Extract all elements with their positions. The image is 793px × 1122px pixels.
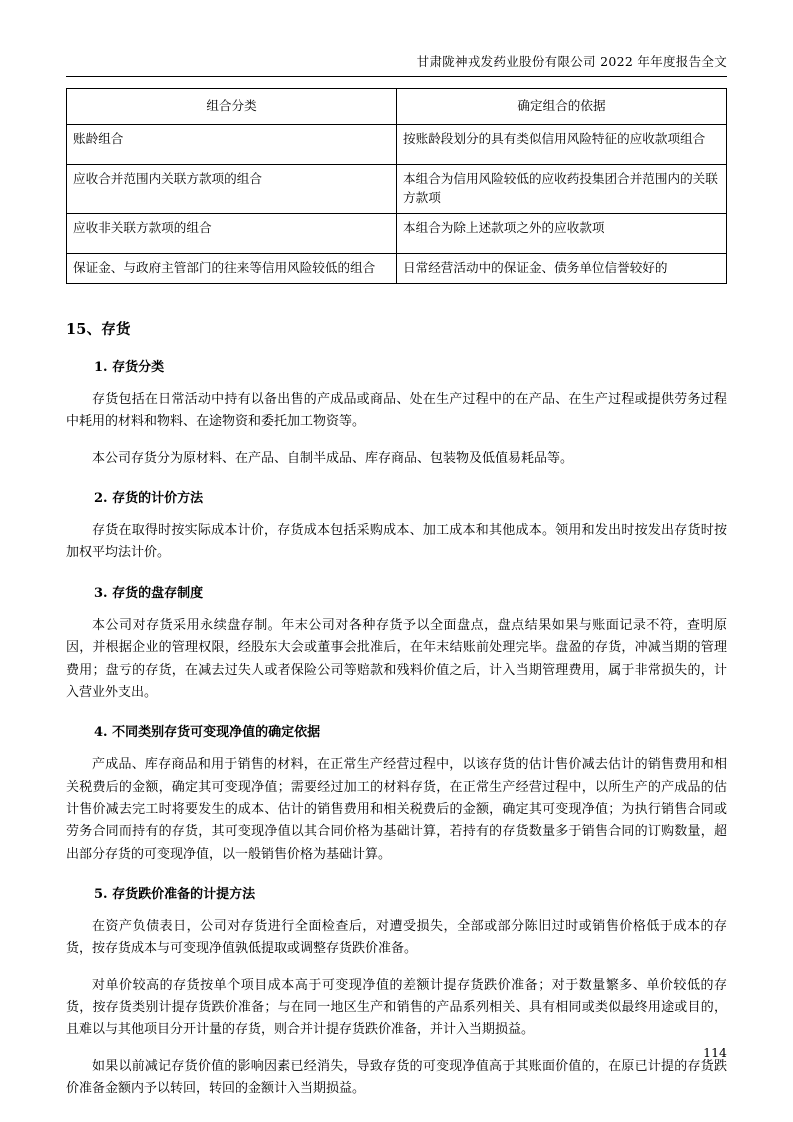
subsection-heading-5: 5. 存货跌价准备的计提方法 — [94, 887, 256, 903]
receivables-portfolio-table — [66, 88, 727, 284]
cell-basis: 按账龄段划分的具有类似信用风险特征的应收款项组合 — [397, 125, 727, 165]
paragraph: 在资产负债表日，公司对存货进行全面检查后，对遭受损失，全部或部分陈旧过时或销售价格低于成本的存货，按存货成本与可变现净值孰低提取或调整存货跌价准备。 — [66, 919, 727, 957]
cell-basis: 本组合为除上述款项之外的应收款项 — [397, 213, 727, 253]
cell-category: 应收合并范围内关联方款项的组合 — [67, 165, 397, 214]
paragraph: 本公司对存货采用永续盘存制。年末公司对各种存货予以全面盘点，盘点结果如果与账面记录不符，查明原因，并根据企业的管理权限，经股东大会或董事会批准后，在年末结账前处理完毕。盘盈的存货，冲减当期的管理费用；盘亏的存货，在减去过失人或者保险公司等赔款和残料价值之后，计入当期管理费用，属于非常损失的，计入营业外支出。 — [66, 617, 727, 700]
subsection-heading-4: 4. 不同类别存货可变现净值的确定依据 — [94, 725, 321, 741]
table-row — [67, 213, 727, 253]
page-content — [66, 88, 727, 1101]
page-number: 114 — [703, 1045, 727, 1060]
paragraph: 存货在取得时按实际成本计价，存货成本包括采购成本、加工成本和其他成本。领用和发出时按发出存货时按加权平均法计价。 — [66, 523, 727, 561]
table-row — [67, 165, 727, 214]
cell-basis: 本组合为信用风险较低的应收药投集团合并范围内的关联方款项 — [397, 165, 727, 214]
paragraph: 对单价较高的存货按单个项目成本高于可变现净值的差额计提存货跌价准备；对于数量繁多、单价较低的存货，按存货类别计提存货跌价准备；与在同一地区生产和销售的产品系列相关、具有相同或类似最终用途或目的，且难以与其他项目分开计量的存货，则合并计提存货跌价准备，并计入当期损益。 — [66, 977, 727, 1038]
subsection-heading-1: 1. 存货分类 — [94, 360, 165, 375]
header-divider — [66, 76, 727, 77]
subsection-heading-3: 3. 存货的盘存制度 — [94, 585, 204, 601]
column-header-category: 组合分类 — [67, 89, 397, 125]
cell-category: 账龄组合 — [67, 125, 397, 165]
table-row — [67, 125, 727, 165]
paragraph: 如果以前减记存货价值的影响因素已经消失，导致存货的可变现净值高于其账面价值的，在原已计提的存货跌价准备金额内予以转回，转回的金额计入当期损益。 — [66, 1058, 727, 1097]
section-heading: 15、存货 — [66, 321, 131, 338]
cell-basis: 日常经营活动中的保证金、债务单位信誉较好的 — [397, 253, 727, 283]
column-header-basis: 确定组合的依据 — [397, 89, 727, 125]
cell-category: 应收非关联方款项的组合 — [67, 213, 397, 253]
paragraph: 本公司存货分为原材料、在产品、自制半成品、库存商品、包装物及低值易耗品等。 — [92, 450, 574, 466]
page-header — [66, 52, 727, 70]
paragraph: 存货包括在日常活动中持有以备出售的产成品或商品、处在生产过程中的在产品、在生产过程或提供劳务过程中耗用的材料和物料、在途物资和委托加工物资等。 — [66, 392, 727, 430]
cell-category: 保证金、与政府主管部门的往来等信用风险较低的组合 — [67, 253, 397, 283]
table-row — [67, 253, 727, 283]
table-header-row — [67, 89, 727, 125]
header-title: 甘肃陇神戎发药业股份有限公司 2022 年年度报告全文 — [416, 54, 727, 69]
subsection-heading-2: 2. 存货的计价方法 — [94, 491, 204, 507]
paragraph: 产成品、库存商品和用于销售的材料，在正常生产经营过程中，以该存货的估计售价减去估计的销售费用和相关税费后的金额，确定其可变现净值；需要经过加工的材料存货，在正常生产经营过程中，以所生产的产成品的估计售价减去完工时将要发生的成本、估计的销售费用和相关税费后的金额，确定其可变现净值；为执行销售合同或劳务合同而持有的存货，其可变现净值以其合同价格为基础计算，若持有的存货数量多于销售合同的订购数量，超出部分存货的可变现净值，以一般销售价格为基础计算。 — [66, 757, 727, 862]
